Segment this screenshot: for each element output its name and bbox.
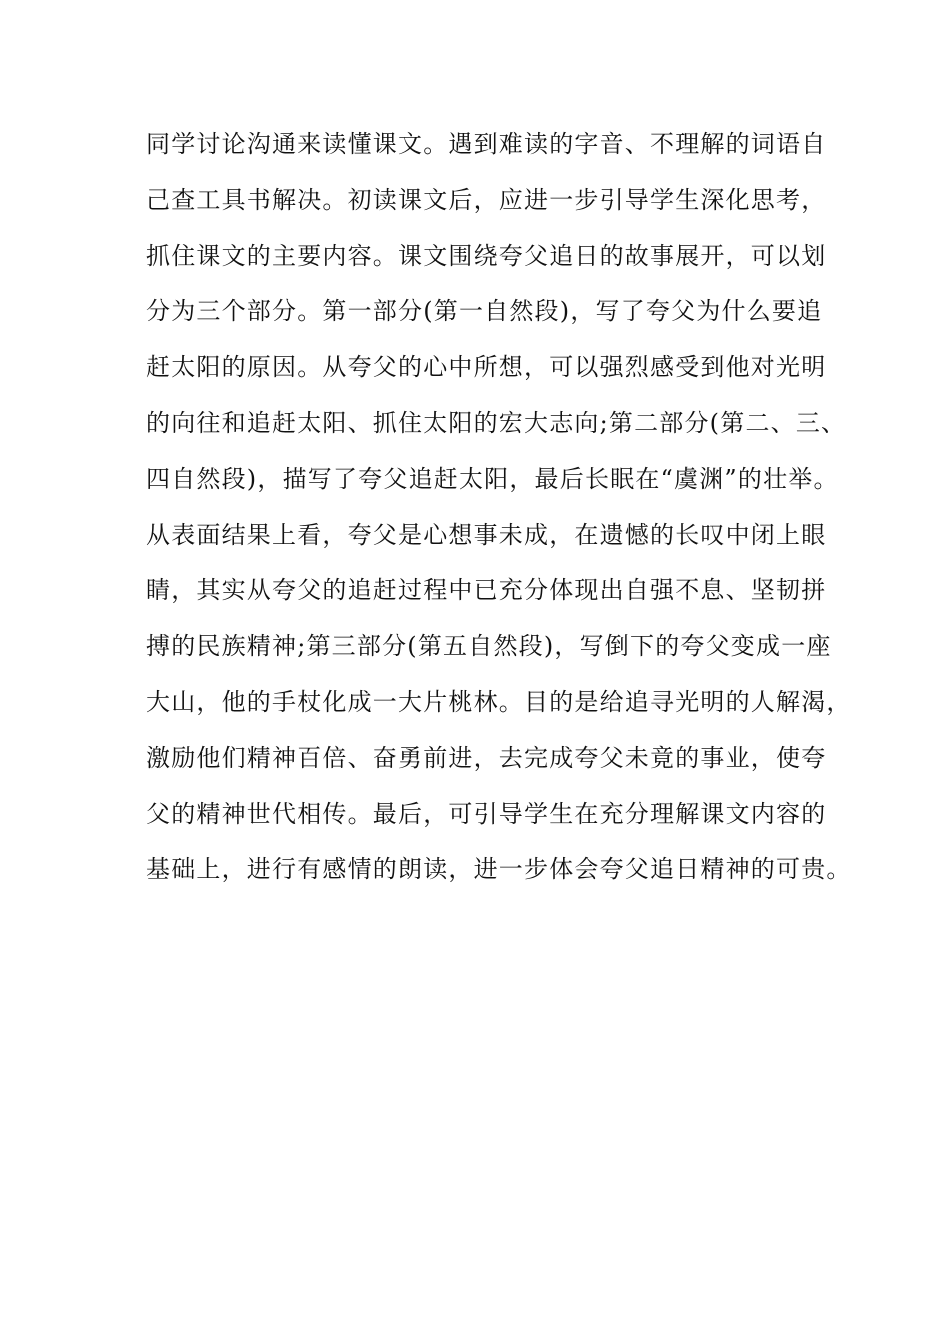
- text-line: 父的精神世代相传。最后，可引导学生在充分理解课文内容的: [146, 799, 827, 828]
- text-line: 分为三个部分。第一部分(第一自然段)，写了夸父为什么要追: [146, 297, 823, 326]
- text-line: 大山，他的手杖化成一大片桃林。目的是给追寻光明的人解渴，: [146, 687, 852, 716]
- text-line: 的向往和追赶太阳、抓住太阳的宏大志向;第二部分(第二、三、: [146, 408, 847, 437]
- text-line: 基础上，进行有感情的朗读，进一步体会夸父追日精神的可贵。: [146, 855, 852, 884]
- body-text: [146, 130, 852, 911]
- text-line: 四自然段)，描写了夸父追赶太阳，最后长眠在“虞渊”的壮举。: [146, 464, 839, 493]
- text-line: 睛，其实从夸父的追赶过程中已充分体现出自强不息、坚韧拼: [146, 576, 827, 605]
- text-line: 赶太阳的原因。从夸父的心中所想，可以强烈感受到他对光明: [146, 353, 827, 382]
- text-line: 激励他们精神百倍、奋勇前进，去完成夸父未竟的事业，使夸: [146, 743, 827, 772]
- text-line: 己查工具书解决。初读课文后，应进一步引导学生深化思考，: [146, 185, 827, 214]
- text-line: 同学讨论沟通来读懂课文。遇到难读的字音、不理解的词语自: [146, 130, 827, 158]
- text-line: 从表面结果上看，夸父是心想事未成，在遗憾的长叹中闭上眼: [146, 520, 827, 549]
- text-line: 抓住课文的主要内容。课文围绕夸父追日的故事展开，可以划: [146, 241, 827, 270]
- text-line: 搏的民族精神;第三部分(第五自然段)，写倒下的夸父变成一座: [146, 632, 832, 661]
